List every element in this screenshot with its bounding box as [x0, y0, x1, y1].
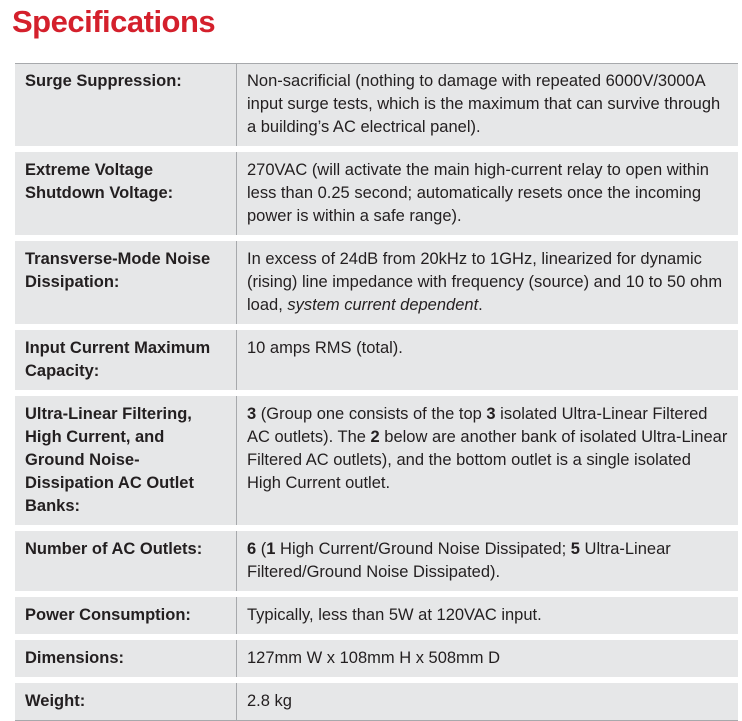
spec-label: Weight: [15, 680, 237, 721]
spec-row-power-consumption [15, 594, 738, 637]
spec-label: Transverse-Mode Noise Dissipation: [15, 238, 237, 327]
spec-label: Input Current Maximum Capacity: [15, 327, 237, 393]
spec-row-shutdown-voltage [15, 149, 738, 238]
spec-value: 127mm W x 108mm H x 508mm D [237, 637, 739, 680]
spec-value: 2.8 kg [237, 680, 739, 721]
spec-value-text: High Current/Ground Noise Dissipated; [275, 540, 571, 558]
spec-value-text: In excess of 24dB from 20kHz to 1GHz, linearized for dynamic (rising) line impedance with frequency (source) and 10 to 50 ohm load, [247, 250, 723, 314]
spec-row-surge [15, 64, 738, 150]
spec-value-text: below are another bank of isolated Ultra-Linear Filtered AC outlets), and the bottom outlet is a single isolated High Current outlet. [247, 428, 728, 492]
spec-value [237, 238, 739, 327]
spec-label: Extreme Voltage Shutdown Voltage: [15, 149, 237, 238]
spec-value-italic: system current dependent [287, 296, 479, 314]
spec-value [237, 528, 739, 594]
spec-row-input-current [15, 327, 738, 393]
spec-value-text: isolated Ultra-Linear Filtered AC outlets). The [247, 405, 708, 446]
spec-row-outlet-count [15, 528, 738, 594]
spec-label: Number of AC Outlets: [15, 528, 237, 594]
spec-label: Ultra-Linear Filtering, High Current, and Ground Noise-Dissipation AC Outlet Banks: [15, 393, 237, 528]
spec-number: 2 [370, 428, 380, 446]
spec-label: Dimensions: [15, 637, 237, 680]
spec-row-weight [15, 680, 738, 721]
page-title: Specifications [12, 4, 216, 39]
spec-number: 1 [266, 540, 276, 558]
spec-value: 270VAC (will activate the main high-current relay to open within less than 0.25 second; automatically resets once the incoming power is within a safe range). [237, 149, 739, 238]
spec-value-suffix: . [478, 296, 483, 314]
spec-label: Surge Suppression: [15, 64, 237, 150]
spec-number: 3 [247, 405, 257, 423]
spec-label: Power Consumption: [15, 594, 237, 637]
spec-row-outlet-banks [15, 393, 738, 528]
spec-number: 3 [486, 405, 496, 423]
spec-number: 5 [570, 540, 580, 558]
specifications-table [15, 63, 738, 721]
spec-value [237, 393, 739, 528]
spec-value-text: ( [256, 540, 267, 558]
spec-number: 6 [247, 540, 257, 558]
spec-value: Non-sacrificial (nothing to damage with repeated 6000V/3000A input surge tests, which is the maximum that can survive through a building’s AC electrical panel). [237, 64, 739, 150]
spec-row-noise-dissipation [15, 238, 738, 327]
spec-value: 10 amps RMS (total). [237, 327, 739, 393]
spec-value: Typically, less than 5W at 120VAC input. [237, 594, 739, 637]
spec-value-text: (Group one consists of the top [256, 405, 487, 423]
spec-value-text: Ultra-Linear Filtered/Ground Noise Dissipated). [247, 540, 671, 581]
spec-row-dimensions [15, 637, 738, 680]
